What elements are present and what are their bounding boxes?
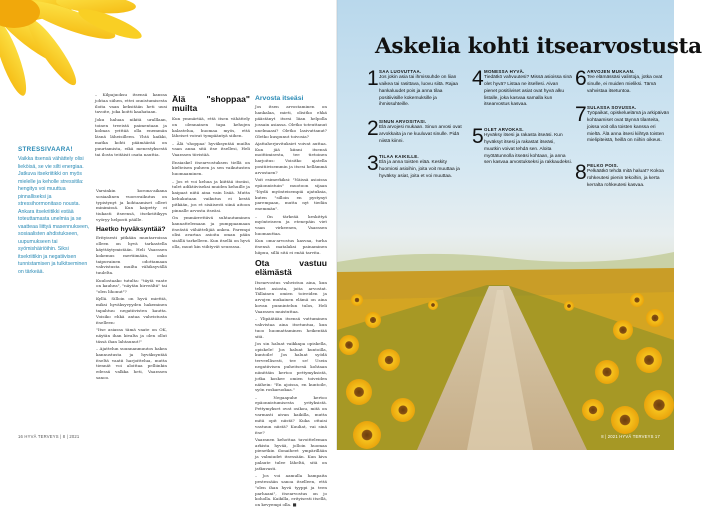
paragraph: – Kilpajuoksu itsensä kanssa johtaa siihen, ettei onnistumisesta iloita vaan keksitään heti uusi tavoite, joka koitti kaahataan. [95,92,167,115]
paragraph: Kuulostaako tutulta: "täytä vaate on kauhea", "näytän hirveältä" tai "olen lihonut"? [96,277,167,295]
tip-item [575,69,670,96]
tip-item [575,163,670,190]
article-title: Askelia kohti itsearvostusta [375,34,702,59]
paragraph: Kun oma-arvostus kasvaa, turha itsensä matalaksi painaminen hiipuu, sillä sitä ei enää tarvita. [255,238,327,255]
sunflower-field-image [337,0,674,450]
tip-number: 3 [367,152,379,175]
subheading: Arvosta itseäsi [255,95,304,102]
paragraph: – Älä 'shoppaa' hyväksyntää muilta vaan anna sitä itse itsellesi, Heli Vaarasen tiivistää. [172,140,250,158]
page-gutter [336,0,338,450]
tip-body: Työpaikat, opiskeluelämä ja arkipäivän kohtaamiset ovat täynnä tilanteita, joissa voit olla toisten kanssa eri mieltä. Älä anna itsesi kiihtyä toisten mielipiteistä, heillä on niihin oikeus. [587,111,670,144]
tip-title: TILAA KAIKILLE. [379,154,419,159]
article-column-2 [96,188,167,382]
subheading: Haetko hyväksyntää? [96,225,166,233]
tip-item [472,69,572,109]
paragraph: Jos sin haluat vaikkapa opiskella, opiskele! Jos haluat kuntoilla, kuntoile! Jos haluat syödä terveellisesti, tee se! Usein negatiivisen puheitsesä kohtaan niinittäin kertoo pettymyksistä, jotka koskee omien toiveiden näihein: "En ajoissa, en kuntoile, syön roskaruokaa." [255,340,327,393]
stress-sidebar [18,146,90,277]
tip-number: 2 [367,117,379,140]
paragraph: – On tärkeää keskittyä myönteiseen ja etenepäin viet vaan virkeenen, Vaarasen huomauttaa. [255,213,327,237]
sidebar-body: Vaikka itsensä vähättely olisi lieköisä, se vie silti energiaa. Jatkuva itsekriitikki on myös mielelle ja keholle stressitila: hengitys voi muuttua pinnalliseksi ja stressihormonitaso nousta. Ankara itsekriitikki estää toteuttamasta unelmia ja se vaatteaa liittyä masennukseen, sosiaalisten ahdistukseen, uupumukseen tai syömishäiriöihin. Siksi itsekriitikin ja negatiivisen tunnistamisen ja tulkitseminen on tärkeää. [18,156,90,275]
paragraph: Ensiaskel itsearvostuksen tiellä on kielteisen puheen ja sen vaikutusten huomaaminen. [172,159,250,177]
tip-body: Jos jokin asia tai ihmissuhde on liian vaikea tai rasittava, luovu siitä. Rajaa hankaluudet pois ja anna tilaa positiivisille kokemuksille ja ihmissuhteille. [379,75,458,108]
paragraph: – Negaapuhe kertoo epäonnistumisesta yrityksistä. Pettymykset ovat osikou, mitä on varmasti aivan kaikilla, mutta mitä opit niistä? Kuka ottaisi vastuun niistä? Kuuliat, vai sinä itse? [255,394,327,435]
subheading: Älä "shoppaa" muilta [172,94,250,114]
left-page [0,0,337,508]
subheading: Ota vastuu elämästä [255,257,327,278]
page-folio-left: 16 HYVÄ TERVEYS | 8 | 2021 [18,434,80,439]
paragraph: – Ajattelun suunnanmuutos hakea kannustusta ja hyväksyntää itseltä vaatii harjoittelua, mutta tiennät voi aloittaa pelliinkin edessä valkka heti, Vaarasen sanoo. [96,345,167,381]
paragraph: Itsearvostus vahvistuu aina, kun teket asiosta, joita arvostat. Tällainen omien toiveiden ja arvojen mukainen elämä on aina kovan punnintelun tulos, Heli Vaarasen muistuttaa. [255,279,327,314]
tip-item [575,105,670,145]
paragraph: Voit esimerkiksi: "Näissä asioissa epäonnistuin" muotoon sijaan "löydä myönteisempiä ajatuksia, kuten "silloin en pystynyt parempaan, mutta nyt tiedän enemmän". [255,177,327,212]
tip-body: Elä ja anna toisten elää. Keskity huomiosi asioihin, joita voit muuttaa ja hyväksy asiat, joita et voi muuttaa. [379,160,460,179]
article-column-1 [95,92,167,159]
paragraph: – Jos voi aamulla hampaita pestessään sanoa itselleen, että "olen ihan hyvä tyyppi ja teen parhaani", itsearvostus on jo koholla. Kaikilla, erityisesti itsellä, on kevyempi olla. ■ [255,473,327,508]
tip-number: 6 [575,67,587,90]
tip-number: 1 [367,67,379,90]
tip-body: Tee elämässäsi valintoja, jotka ovat sinulle, ei muiden mieliksi. Tämä vahvistaa itsetuntoa. [587,75,663,94]
tip-title: ARVOJEN MUKAAN. [587,69,635,74]
paragraph: Vaaranen kehottaa tavoitteleman arkista hyvää, jolloin huomaa pienetkin ilonaiheet ympärillään ja valmiudet itsessään. Kun kiva palaute tulee läheltä, sitä on jatkuvasti. [255,436,327,471]
right-page [337,0,702,450]
tip-body: Tiedätkö vahvuutesi? Missä asioissa sinä olet hyvä? Listaa ne itsellesi. Aivan pienet positiiviset asiat ovat hyvä alku listalle, joka kasvaa samalla kun itsearvostus kasvaa. [484,75,572,108]
paragraph: – Ylipäätään itsensä vuttuminen vahvistaa aina itsetuntua, kun tuoo huomattaminen heikentää sitä. [255,316,327,339]
tip-title: SAA LUOVUTTAA. [379,69,422,74]
sidebar-heading: STRESSIVAARA! [18,146,73,153]
tip-title: OLET ARVOKAS. [484,127,524,132]
tip-body: Pelkäätkö tehdä mitä haluat? Kokoa rohkeutesi pienin tekoihin, ja kerta kerralta rohkeutesi kasvaa. [587,169,664,188]
paragraph: – Jos et voi kehua ja kiittää itseäsi, tulet adiktiiviseksi muiden kehuille ja kaipaat niitä aina vain lisää. Mutta kehukutaan vaikutus ei kestä pitkään, jos et sisäisesti siinä aitoon pinnalle arvosta itseäsi. [172,178,250,213]
paragraph: Jos itsen arvostaminen on hankalaa, mieti, olisitko ehkä päästänyt itsesi liian helpolla jossain asiassa. Oletko toteuttanut unelmaasi? Oletko lasivuttanut? Oletko kuspunut toivosia? [255,104,327,139]
tip-number: 4 [472,67,484,90]
paragraph: Varsinkin korona-aikana sosiaalinen vuorovaikutus on typistynyt ja kohtaamiset olleet minimissä. Kun kaipetty ei tiukasti itseensä, itsekriitikyys vyöryy helposti päälle. [96,188,167,223]
tip-item [472,127,572,167]
tip-body: Hyväksy itsesi ja rakasta itseäsi. Kun hyväksyt itsesi ja rakastat itseäsi, muutkin voivat tehdä sen. Aloita myötätunnolla itseäsi kohtaan, ja anna sen kasvaa arvostukseksi ja rakkaudeksi. [484,133,572,166]
tip-item [367,154,467,181]
paragraph: "Itse asiassa tämä vaate on OK, näytän ihan kivalta ja olen ollut tässä ihan lahtaunut!" [96,327,167,344]
tip-item [367,119,467,146]
paragraph: Ajattaherjuvituksiet voivat auttaa. Kun jää kiinni itsensä moittimisesta, tee tietoinen harjoitus: Voisitko ajatella positiivisemmin ja itsesi hellämmä arvostaen? [255,140,327,175]
paragraph: Erityisesti pitkään muutarroissa olleen on hyvä tarkastella käyttäytymistään. Heli Vaarasen kokemus mertiimään, onko taipuvainen odottamaan vahvistusta muilta vähiksyvällä tuulelta. [96,235,167,276]
paragraph: Kyllä. Silloin on hyvä miettiä, miksi hyväksyvyyden hakeminen tapahtuu negatiivisten kautta. Voisiko ehkä antaa vahvistusta itselleen: [96,296,167,325]
tip-body: Elä arvojesi mukaan. Sinun arvosi ovat arvokkaita ja ne kuuluvat sinulle. Pidä niistä kiinni. [379,125,462,144]
tip-title: SULASSA SOVUSSA. [587,105,637,110]
tip-title: MONESSA HYVÄ. [484,69,525,74]
tip-number: 8 [575,161,587,184]
paragraph: On ymmärrettävä suhtautuminen kannattelemaan ja pumppaamaan itseästä vähättelijää ankea. Parempi olisi avartaa asioita oman pään sisällä tarkelleen. Kun itsellä on hyvä olla, muut kin viihtyvät seurassa. [172,214,250,249]
tip-item [367,69,467,109]
tip-number: 7 [575,103,587,126]
paragraph: Kun ymmärtää, että itsen vähättely on olennainen tapa kehujen kalastelua, huomaa myös, että läheiset voivat tympääntyä siihen. [172,115,250,139]
tip-number: 5 [472,125,484,148]
tip-title: SINUN ARVOSITASI. [379,119,427,124]
paragraph: Joku haluaa nikitä uralllaan, toinen treeistä paimentaan ja kolmas yrittää olla enemmän läsnä läheisilleen. Yhtä kaikki, matka kohti päämäärää on puurtamista, eikä menestyksestä tai ilosta teitäisit osata nauttia. [95,116,167,157]
tip-title: PELKO POIS. [587,163,619,168]
article-column-3 [172,92,250,251]
article-column-4 [255,92,327,510]
page-folio-right: 8 | 2021 HYVÄ TERVEYS 17 [601,434,660,439]
